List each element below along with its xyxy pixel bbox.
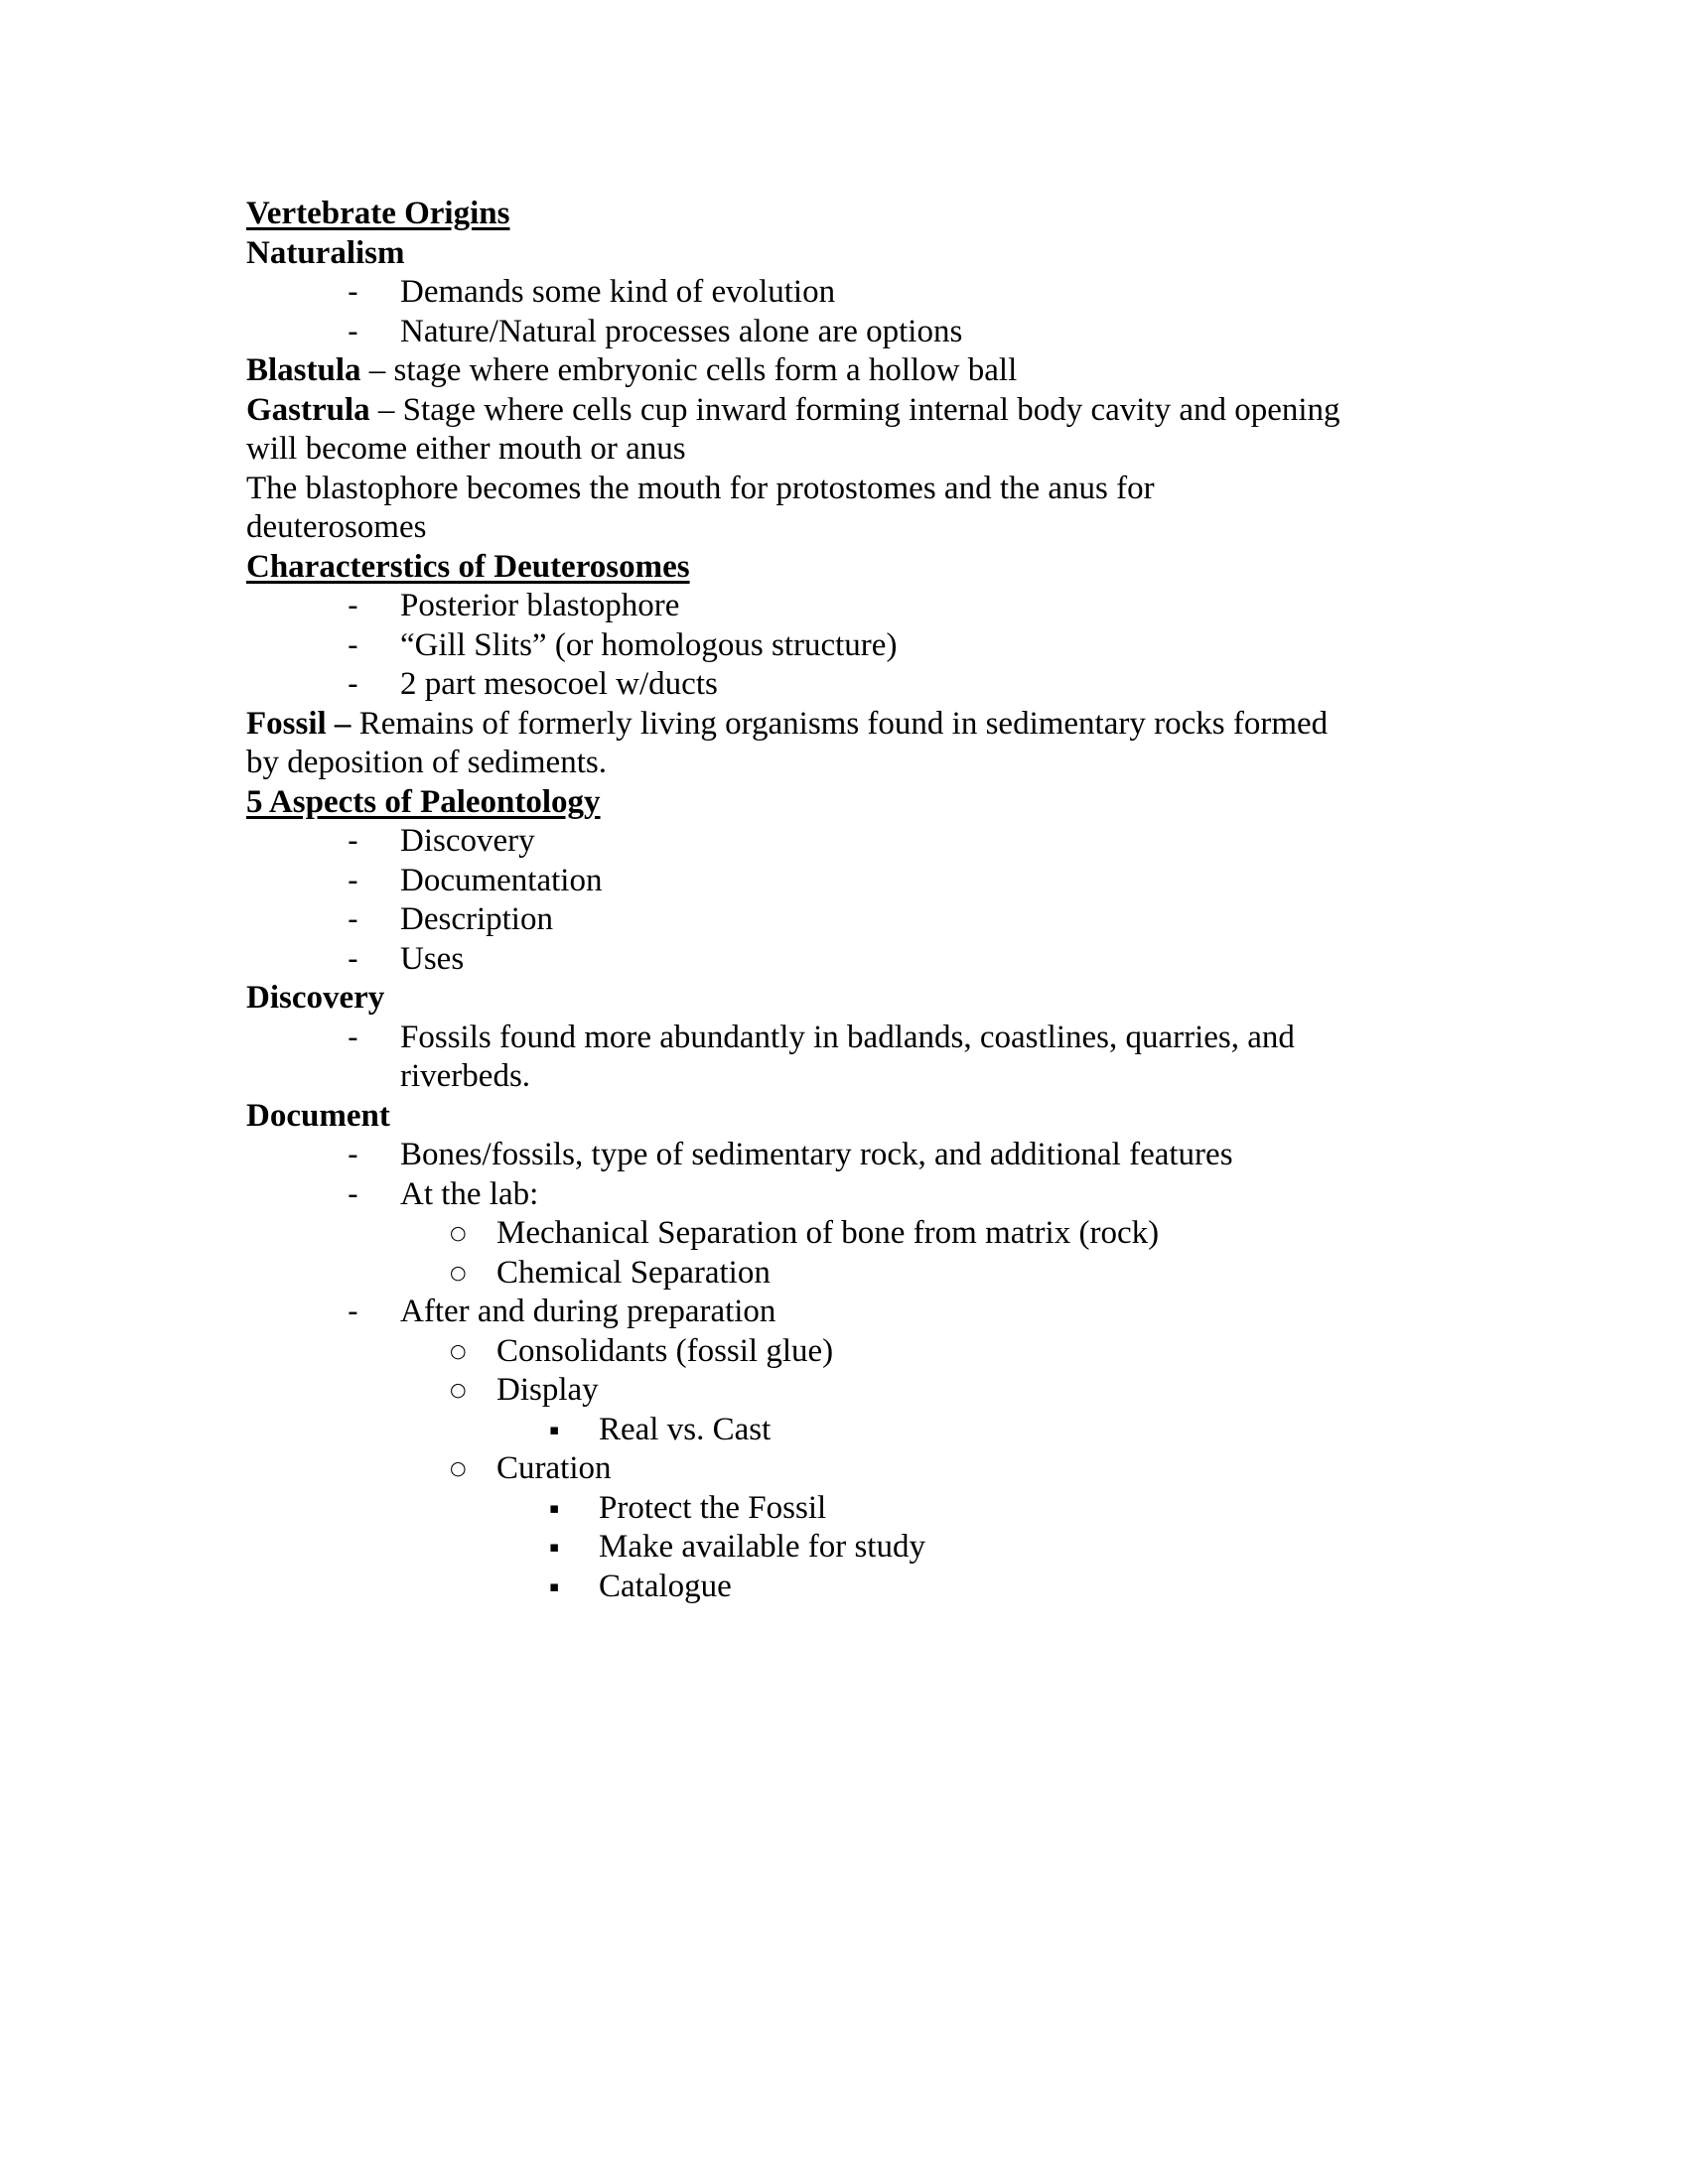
dash-bullet-icon: - [348,1138,358,1172]
list-item-text: Demands some kind of evolution [400,274,836,310]
dash-bullet-icon: - [348,1295,358,1329]
list-item-text: At the lab: [400,1175,539,1212]
definition-text: – stage where embryonic cells form a hollow ball [360,352,1018,388]
list-item-text: Display [496,1372,599,1408]
document-list [246,1136,1477,1606]
heading-deuterosomes-text: Characterstics of Deuterosomes [246,548,690,585]
dash-bullet-icon: - [348,902,358,937]
list-item [246,273,1477,313]
circle-bullet-icon: ○ [450,1339,467,1362]
list-item [246,900,1477,940]
list-item-text: “Gill Slits” (or homologous structure) [400,626,898,663]
square-bullet-icon: ▪ [549,1420,560,1438]
list-item [246,1254,1477,1294]
list-item [246,665,1477,705]
heading-aspects-text: 5 Aspects of Paleontology [246,783,601,820]
list-item-line: Fossils found more abundantly in badlands, coastlines, quarries, and [400,1019,1295,1055]
dash-bullet-icon: - [348,627,358,663]
definition-term: Blastula [246,352,361,388]
list-item [246,1332,1477,1372]
list-item-text: Posterior blastophore [400,588,680,623]
list-item [246,862,1477,901]
circle-bullet-icon: ○ [450,1261,467,1284]
dash-bullet-icon: - [348,1176,358,1212]
list-item-text: After and during preparation [400,1294,776,1329]
list-item-text: Consolidants (fossil glue) [496,1332,834,1369]
list-item-text: Mechanical Separation of bone from matrix (rock) [496,1215,1160,1251]
list-item [246,1293,1477,1332]
list-item-text: Bones/fossils, type of sedimentary rock, and additional features [400,1137,1233,1172]
list-item-text: Uses [400,940,465,977]
list-item-text: Chemical Separation [496,1254,771,1291]
heading-discovery: Discovery [246,980,385,1016]
definition-gastrula [246,391,1477,470]
list-item-text: Make available for study [599,1529,925,1565]
page-title-text: Vertebrate Origins [246,196,510,231]
dash-bullet-icon: - [348,667,358,702]
definition-fossil [246,705,1477,783]
definition-term: Fossil – [246,705,352,742]
list-item-text: Nature/Natural processes alone are options [400,313,963,349]
circle-bullet-icon: ○ [450,1222,467,1244]
list-item-text [400,1019,1295,1097]
square-bullet-icon: ▪ [549,1498,560,1517]
dash-bullet-icon: - [348,589,358,623]
list-item [246,587,1477,626]
naturalism-list [246,273,1477,351]
definition-text: Remains of formerly living organisms found in sedimentary rocks formed [351,705,1329,742]
definition-line [246,351,1477,391]
definition-term: Gastrula [246,391,370,428]
heading-aspects [246,783,1477,823]
list-item-text: Real vs. Cast [599,1411,772,1447]
dash-bullet-icon: - [348,314,358,349]
definition-line: by deposition of sediments. [246,745,607,780]
definition-line: will become either mouth or anus [246,431,686,467]
circle-bullet-icon: ○ [450,1457,467,1479]
dash-bullet-icon: - [348,1020,358,1055]
heading-naturalism: Naturalism [246,234,405,271]
list-item-text: Discovery [400,823,535,859]
aspects-list [246,822,1477,979]
list-item [246,1568,1477,1607]
list-item [246,940,1477,980]
list-item [246,1019,1477,1097]
heading-document: Document [246,1097,390,1134]
list-item [246,626,1477,666]
list-item-text: Curation [496,1450,612,1486]
definition-text: – Stage where cells cup inward forming internal body cavity and opening [369,391,1340,428]
circle-bullet-icon: ○ [450,1379,467,1401]
list-item [246,822,1477,862]
list-item [246,1449,1477,1489]
deuterosomes-list [246,587,1477,705]
definition-blastula [246,351,1477,391]
dash-bullet-icon: - [348,863,358,898]
dash-bullet-icon: - [348,824,358,859]
list-item-text: 2 part mesocoel w/ducts [400,666,718,702]
list-item [246,1489,1477,1529]
list-item [246,1411,1477,1450]
definition-line [246,391,1477,431]
list-item [246,1371,1477,1411]
paragraph-line: The blastophore becomes the mouth for protostomes and the anus for [246,470,1155,506]
list-item-text: Catalogue [599,1568,732,1604]
list-item [246,1175,1477,1215]
list-item [246,1136,1477,1175]
page-title [246,195,1477,234]
list-item [246,313,1477,352]
heading-deuterosomes [246,548,1477,588]
list-item-text: Description [400,901,553,937]
paragraph-line: deuterosomes [246,509,427,545]
list-item-text: Documentation [400,862,603,898]
discovery-list [246,1019,1477,1097]
list-item [246,1528,1477,1568]
square-bullet-icon: ▪ [549,1576,560,1595]
dash-bullet-icon: - [348,275,358,310]
definition-line [246,705,1477,745]
list-item-text: Protect the Fossil [599,1489,827,1526]
list-item-line: riverbeds. [400,1058,531,1094]
paragraph-blastophore [246,470,1477,548]
document-body [246,195,1477,1606]
dash-bullet-icon: - [348,941,358,977]
square-bullet-icon: ▪ [549,1538,560,1556]
list-item [246,1214,1477,1254]
